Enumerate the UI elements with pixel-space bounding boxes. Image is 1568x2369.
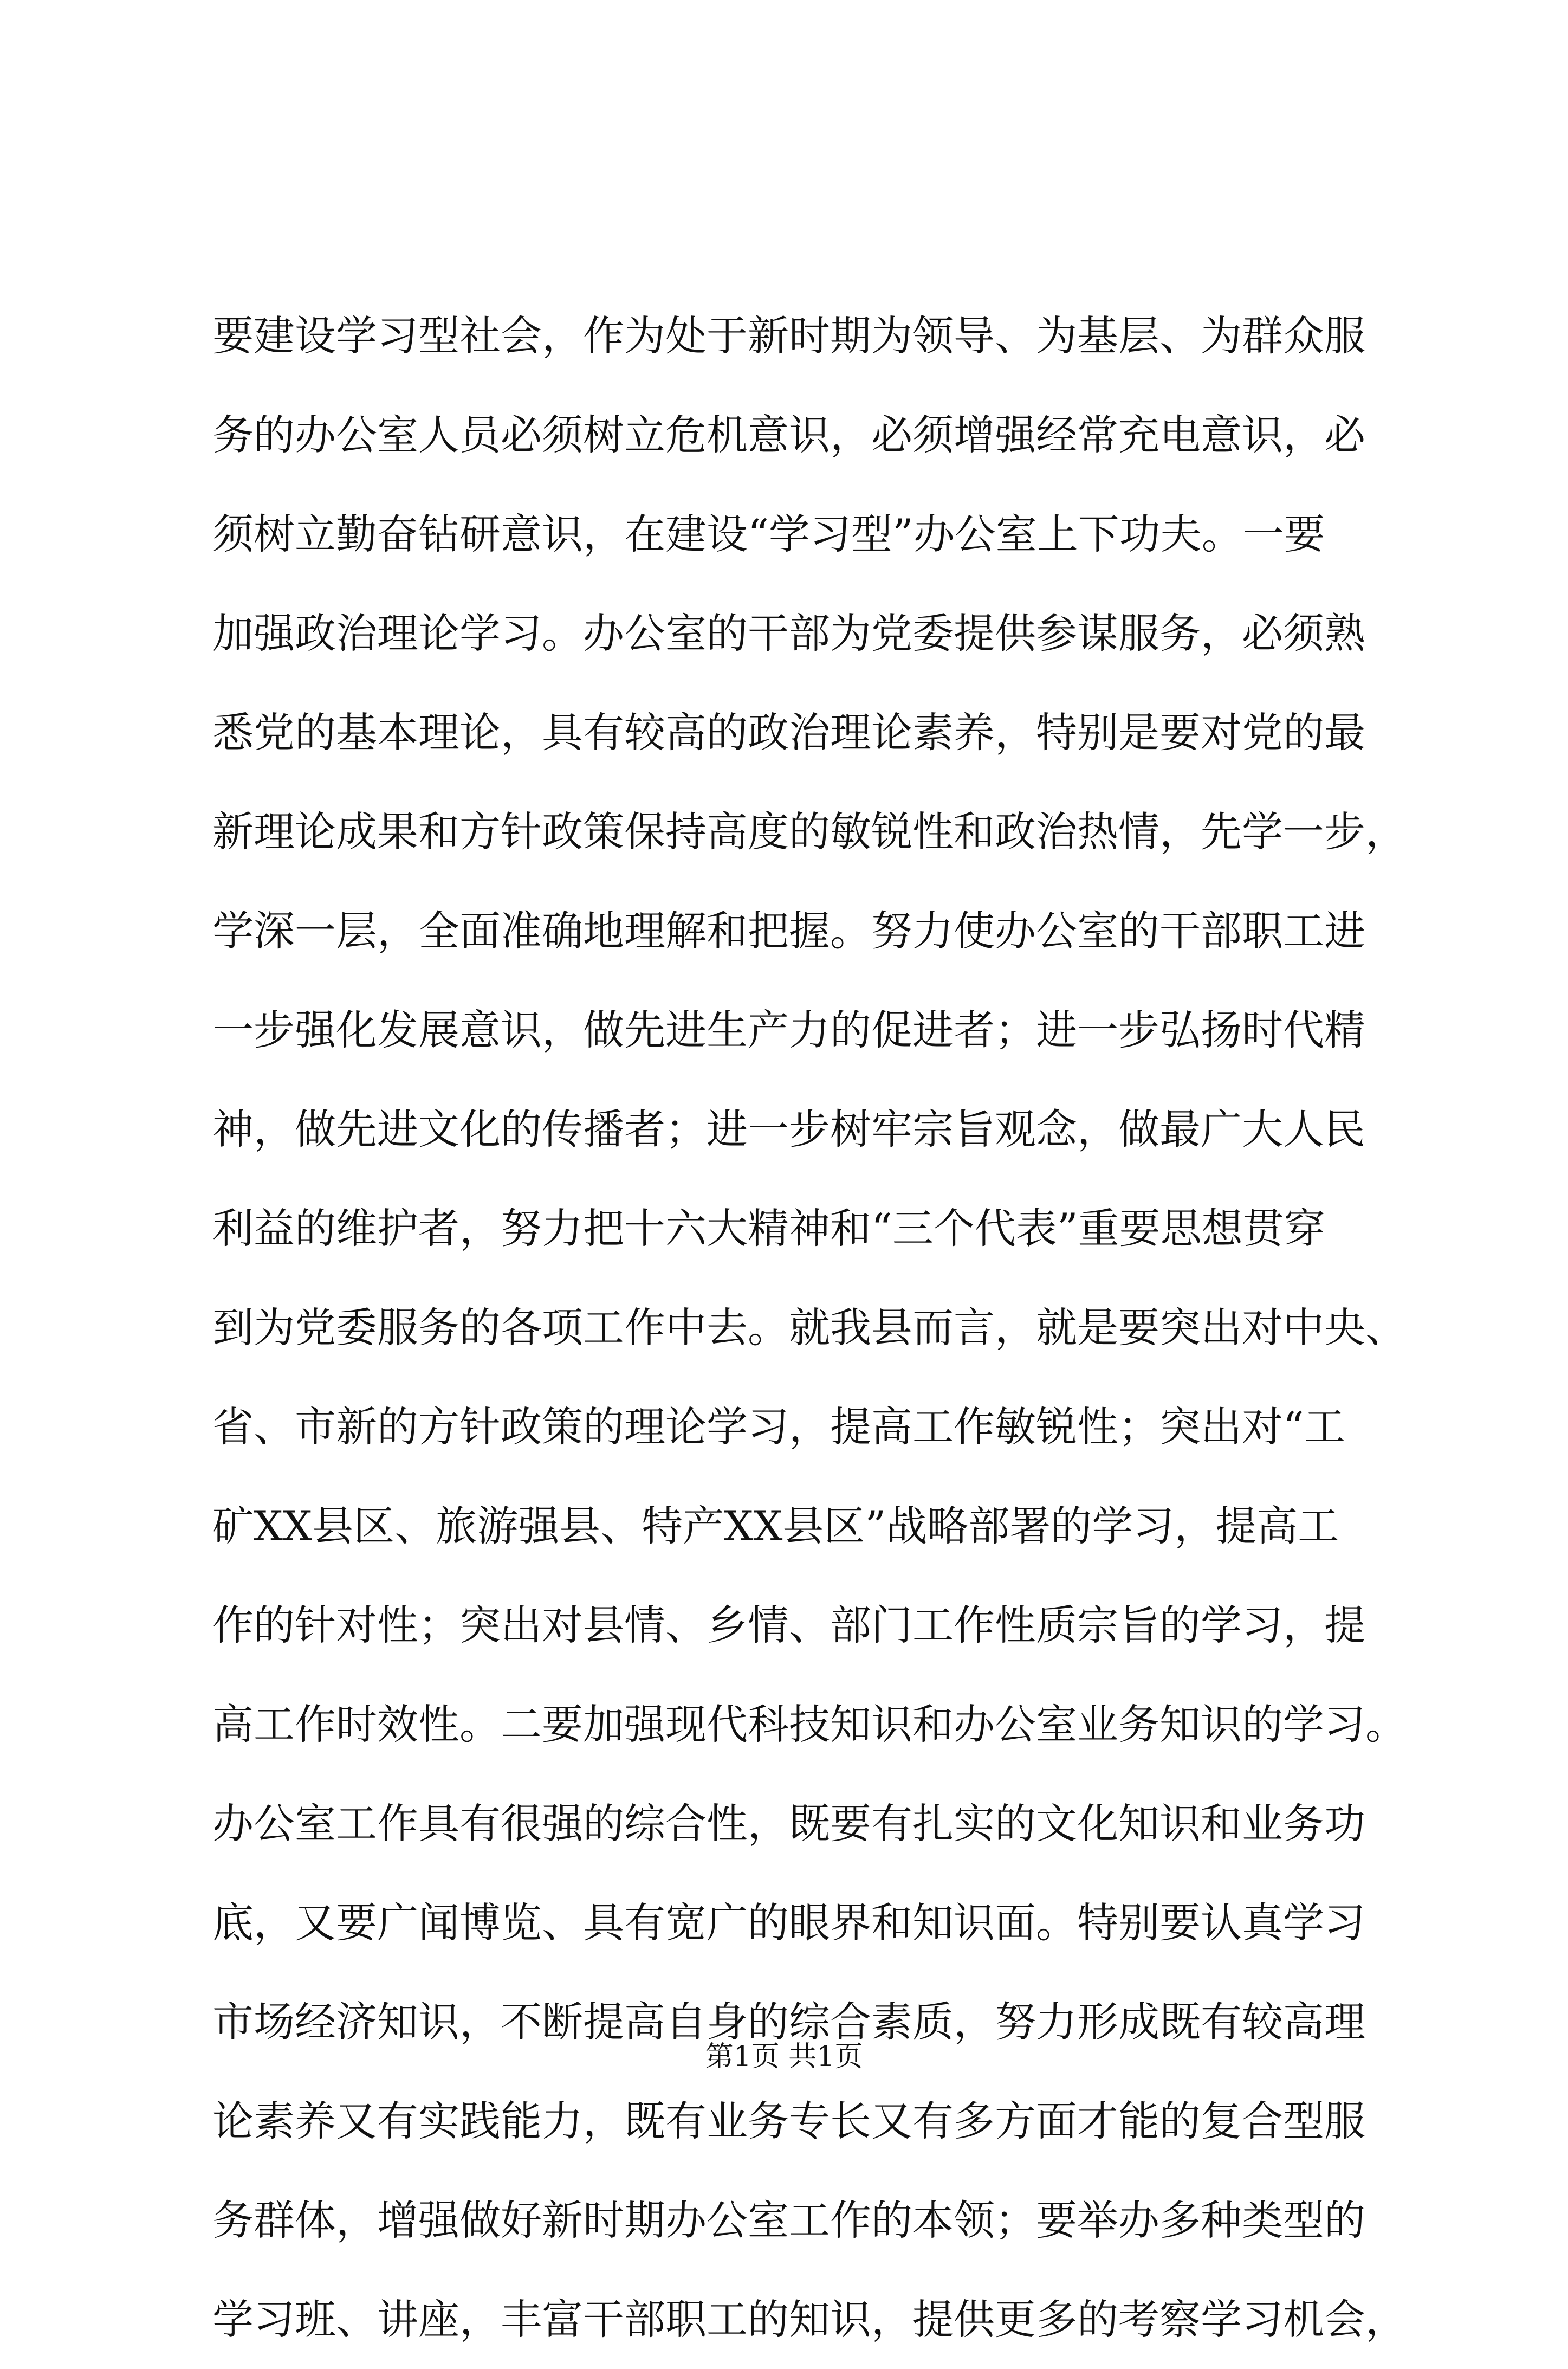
text-line: 新理论成果和方针政策保持高度的敏锐性和政治热情，先学一步，: [212, 808, 1407, 856]
text-line: 须树立勤奋钻研意识，在建设“学习型”办公室上下功夫。一要: [212, 510, 1325, 558]
text-line: 学习班、讲座，丰富干部职工的知识，提供更多的考察学习机会，: [212, 2295, 1407, 2344]
text-line: 办公室工作具有很强的综合性，既要有扎实的文化知识和业务功: [212, 1799, 1365, 1848]
text-line: 省、市新的方针政策的理论学习，提高工作敏锐性；突出对“工: [212, 1403, 1345, 1451]
text-line: 务群体，增强做好新时期办公室工作的本领；要举办多种类型的: [212, 2196, 1365, 2244]
text-line: 一步强化发展意识，做先进生产力的促进者；进一步弘扬时代精: [212, 1006, 1365, 1054]
text-line: 底，又要广闻博览、具有宽广的眼界和知识面。特别要认真学习: [212, 1899, 1365, 1947]
text-line: 利益的维护者，努力把十六大精神和“三个代表”重要思想贯穿: [212, 1204, 1325, 1253]
text-line: 要建设学习型社会，作为处于新时期为领导、为基层、为群众服: [212, 312, 1365, 360]
text-line: 市场经济知识，不断提高自身的综合素质，努力形成既有较高理: [212, 1998, 1365, 2046]
text-line: 学深一层，全面准确地理解和把握。努力使办公室的干部职工进: [212, 907, 1365, 955]
text-line: 到为党委服务的各项工作中去。就我县而言，就是要突出对中央、: [212, 1303, 1407, 1352]
text-line: 悉党的基本理论，具有较高的政治理论素养，特别是要对党的最: [212, 708, 1365, 757]
text-line: 论素养又有实践能力，既有业务专长又有多方面才能的复合型服: [212, 2097, 1365, 2145]
text-line: 加强政治理论学习。办公室的干部为党委提供参谋服务，必须熟: [212, 609, 1365, 657]
text-line: 神，做先进文化的传播者；进一步树牢宗旨观念，做最广大人民: [212, 1105, 1365, 1153]
text-line: 矿XX县区、旅游强县、特产XX县区”战略部署的学习，提高工: [212, 1502, 1339, 1550]
text-line: 作的针对性；突出对县情、乡情、部门工作性质宗旨的学习，提: [212, 1601, 1365, 1649]
text-line: 务的办公室人员必须树立危机意识，必须增强经常充电意识，必: [212, 411, 1365, 459]
page-footer: 第1页 共1页: [705, 2041, 863, 2073]
text-line: 高工作时效性。二要加强现代科技知识和办公室业务知识的学习。: [212, 1700, 1407, 1748]
